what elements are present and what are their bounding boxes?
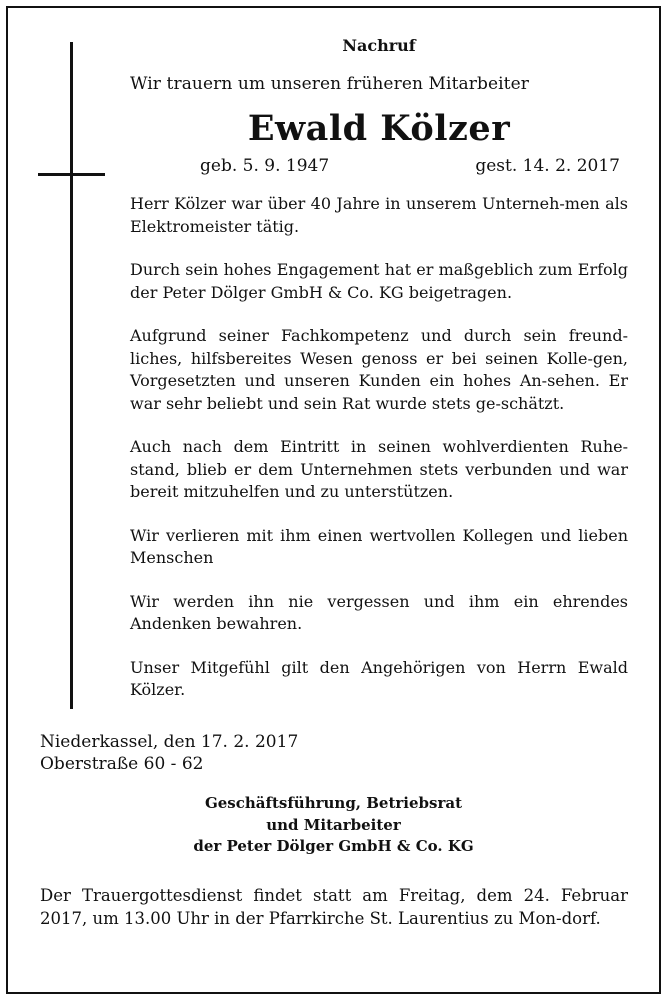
signatories bbox=[0, 793, 667, 858]
obituary-text bbox=[130, 193, 628, 723]
notice-heading: Nachruf bbox=[342, 36, 416, 55]
paragraph: Wir werden ihn nie vergessen und ihm ein ehrendes Andenken bewahren. bbox=[130, 591, 628, 633]
paragraph: Unser Mitgefühl gilt den Angehörigen von Herrn Ewald Kölzer. bbox=[130, 657, 628, 699]
signature-line: und Mitarbeiter bbox=[266, 815, 401, 834]
cross-icon-horizontal bbox=[38, 173, 105, 176]
address-line: Oberstraße 60 - 62 bbox=[40, 754, 204, 774]
place-and-date bbox=[40, 731, 600, 775]
intro-line: Wir trauern um unseren früheren Mitarbeiter bbox=[130, 74, 529, 94]
death-date: gest. 14. 2. 2017 bbox=[475, 156, 620, 176]
paragraph: Durch sein hohes Engagement hat er maßgeblich zum Erfolg der Peter Dölger GmbH & Co. KG beigetragen. bbox=[130, 260, 628, 302]
signature-line: der Peter Dölger GmbH & Co. KG bbox=[193, 837, 474, 855]
place-date-line: Niederkassel, den 17. 2. 2017 bbox=[40, 732, 299, 752]
life-dates bbox=[200, 156, 620, 176]
signature-line: Geschäftsführung, Betriebsrat bbox=[204, 794, 463, 812]
paragraph: Auch nach dem Eintritt in seinen wohlverdienten Ruhe-stand, blieb er dem Unternehmen stets verbunden und war bereit mitzuhelfen und zu unterstützen. bbox=[130, 437, 628, 501]
deceased-name: Ewald Kölzer bbox=[247, 108, 511, 149]
paragraph: Aufgrund seiner Fachkompetenz und durch sein freund-liches, hilfsbereites Wesen genoss er bei seinen Kolle-gen, Vorgesetzten und unseren Kunden ein hohes An-sehen. Er war sehr beliebt und sein Rat wurde stets ge-schätzt. bbox=[130, 326, 628, 413]
cross-icon-vertical bbox=[70, 42, 73, 709]
paragraph: Herr Kölzer war über 40 Jahre in unserem Unterneh-men als Elektromeister tätig. bbox=[130, 194, 628, 236]
paragraph: Wir verlieren mit ihm einen wertvollen Kollegen und lieben Menschen bbox=[130, 525, 628, 567]
birth-date: geb. 5. 9. 1947 bbox=[200, 156, 330, 176]
funeral-service-info: Der Trauergottesdienst findet statt am Freitag, dem 24. Februar 2017, um 13.00 Uhr in der Pfarrkirche St. Laurentius zu Mon-dorf. bbox=[40, 886, 628, 928]
